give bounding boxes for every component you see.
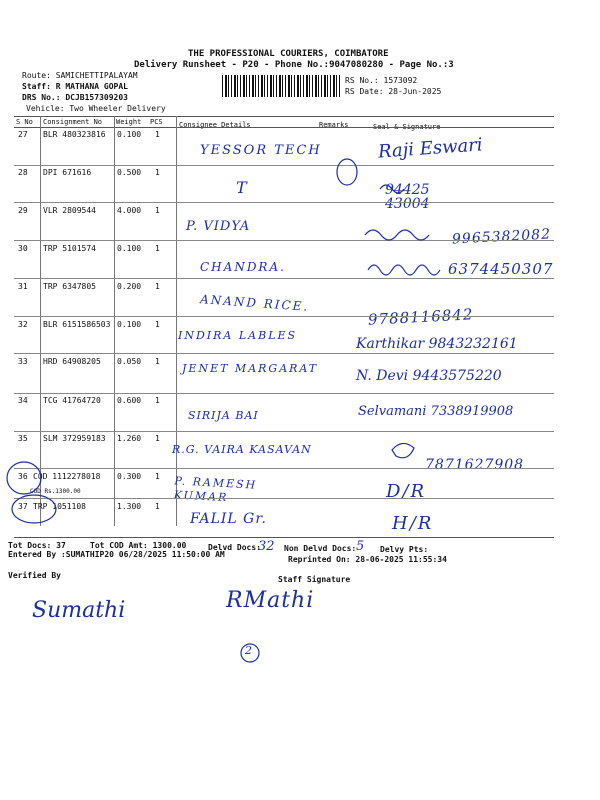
circle-mark-row-37: [12, 495, 56, 523]
company-title: THE PROFESSIONAL COURIERS, COIMBATORE: [188, 49, 389, 59]
row-sno: 32: [18, 320, 28, 329]
scribble-row-28: [380, 185, 404, 193]
row-signature: 7871627908: [425, 457, 525, 473]
row-signature: Selvamani 7338919908: [358, 404, 514, 419]
bottom-mark: 2: [245, 644, 252, 657]
delivered-docs-handwritten: 32: [258, 539, 275, 554]
row-weight: 0.600: [117, 396, 142, 405]
stamp-row-35: [392, 443, 414, 457]
scribble-row-29: [365, 230, 429, 240]
rs-number: RS No.: 1573092: [345, 76, 418, 85]
row-sno: 29: [18, 206, 28, 215]
row-signature: H/R: [392, 513, 434, 534]
row-consignment: DPI 671616: [43, 168, 92, 177]
row-sno: 28: [18, 168, 28, 177]
row-sno: 36: [18, 472, 28, 481]
row-sno: 30: [18, 244, 28, 253]
row-weight: 0.100: [117, 130, 142, 139]
row-weight: 0.050: [117, 357, 142, 366]
row-consignment: BLR 6151586503: [43, 320, 111, 329]
rs-date: RS Date: 28-Jun-2025: [345, 87, 442, 96]
row-pcs: 1: [155, 244, 160, 253]
circle-mark-row-36: [7, 462, 41, 494]
col-seal-signature: Seal & Signature: [373, 123, 441, 131]
row-weight: 0.100: [117, 244, 142, 253]
vehicle: Vehicle: Two Wheeler Delivery: [26, 104, 166, 113]
row-sno: 37: [18, 502, 28, 511]
row-pcs: 1: [155, 130, 160, 139]
entered-by: Entered By :SUMATHIP20 06/28/2025 11:50:00 AM: [8, 550, 225, 559]
scribble-row-30: [368, 265, 440, 275]
row-weight: 0.100: [117, 320, 142, 329]
row-pcs: 1: [155, 396, 160, 405]
delivery-points: Delvy Pts:: [380, 545, 429, 554]
row-consignment: TRP 6347805: [43, 282, 96, 291]
row-consignee-handwritten: ANAND RICE.: [199, 292, 310, 314]
row-sno: 31: [18, 282, 28, 291]
row-consignment: BLR 480323816: [43, 130, 106, 139]
row-pcs: 1: [155, 472, 160, 481]
row-signature: 9788116842: [367, 305, 474, 329]
row-signature: 94425 43004: [385, 182, 430, 212]
row-weight: 0.500: [117, 168, 142, 177]
verifier-signature: Sumathi: [32, 598, 126, 623]
row-pcs: 1: [155, 502, 160, 511]
row-sno: 35: [18, 434, 28, 443]
row-pcs: 1: [155, 282, 160, 291]
col-consignment: Consignment No: [43, 118, 103, 126]
row-sno: 33: [18, 357, 28, 366]
row-signature: D/R: [386, 481, 427, 502]
row-pcs: 1: [155, 434, 160, 443]
row-weight: 4.000: [117, 206, 142, 215]
row-signature: N. Devi 9443575220: [356, 368, 502, 384]
non-delivered-docs-label: Non Delvd Docs:: [284, 544, 357, 553]
circle-mark-row-27: [337, 159, 357, 185]
delivered-docs-label: Delvd Docs:: [208, 543, 261, 552]
row-pcs: 1: [155, 206, 160, 215]
row-signature: Raji Eswari: [377, 134, 484, 163]
drs-number: DRS No.: DCJB157309203: [22, 93, 128, 102]
row-signature: 6374450307: [448, 260, 554, 278]
row-signature: Karthikar 9843232161: [356, 336, 518, 352]
runsheet-line: Delivery Runsheet - P20 - Phone No.:9047080280 - Page No.:3: [134, 60, 454, 70]
row-pcs: 1: [155, 320, 160, 329]
row-weight: 1.300: [117, 502, 142, 511]
row-consignment: TRP 5101574: [43, 244, 96, 253]
row-consignment: SLM 372959183: [43, 434, 106, 443]
row-weight: 0.200: [117, 282, 142, 291]
row-sno: 27: [18, 130, 28, 139]
col-sno: S No: [16, 118, 33, 126]
row-consignee-handwritten: R.G. VAIRA KASAVAN: [172, 443, 312, 456]
row-weight: 0.300: [117, 472, 142, 481]
row-consignee-handwritten: YESSOR TECH: [200, 143, 322, 158]
row-sno: 34: [18, 396, 28, 405]
staff-signature-label: Staff Signature: [278, 575, 351, 584]
row-consignee-handwritten: T: [236, 178, 247, 197]
total-cod-amount: Tot COD Amt: 1300.00: [90, 541, 187, 550]
row-consignee-handwritten: CHANDRA.: [200, 260, 286, 274]
verified-by-label: Verified By: [8, 571, 61, 580]
row-weight: 1.260: [117, 434, 142, 443]
col-weight: Weight: [116, 118, 142, 126]
row-consignee-handwritten: P. RAMESH KUMAR: [173, 474, 258, 505]
row-consignment: VLR 2809544: [43, 206, 96, 215]
row-consignee-handwritten: INDIRA LABLES: [178, 329, 298, 342]
col-pcs: PCS: [150, 118, 163, 126]
row-pcs: 1: [155, 357, 160, 366]
row-consignment: TRP 1051108: [33, 502, 86, 511]
staff-signature: RMathi: [226, 588, 315, 613]
col-consignee: Consignee Details: [179, 121, 251, 129]
total-docs: Tot Docs: 37: [8, 541, 66, 550]
staff: Staff: R MATHANA GOPAL: [22, 82, 128, 91]
row-consignee-handwritten: JENET MARGARAT: [182, 362, 319, 375]
row-consignment: TCG 41764720: [43, 396, 101, 405]
row-consignee-handwritten: SIRIJA BAI: [188, 409, 259, 422]
row-consignee-handwritten: P. VIDYA: [186, 219, 251, 234]
row-consignment: HRD 64908205: [43, 357, 101, 366]
row-cod-amount: COD Rs.1300.00: [30, 488, 81, 495]
col-remarks: Remarks: [319, 121, 349, 129]
reprinted-on: Reprinted On: 28-06-2025 11:55:34: [288, 555, 447, 564]
row-pcs: 1: [155, 168, 160, 177]
row-signature: 9965382082: [451, 226, 552, 248]
route: Route: SAMICHETTIPALAYAM: [22, 71, 138, 80]
row-consignee-handwritten: FALIL Gr.: [190, 511, 267, 527]
row-consignment: COD 1112278018: [33, 472, 101, 481]
non-delivered-docs-handwritten: 5: [356, 539, 365, 554]
